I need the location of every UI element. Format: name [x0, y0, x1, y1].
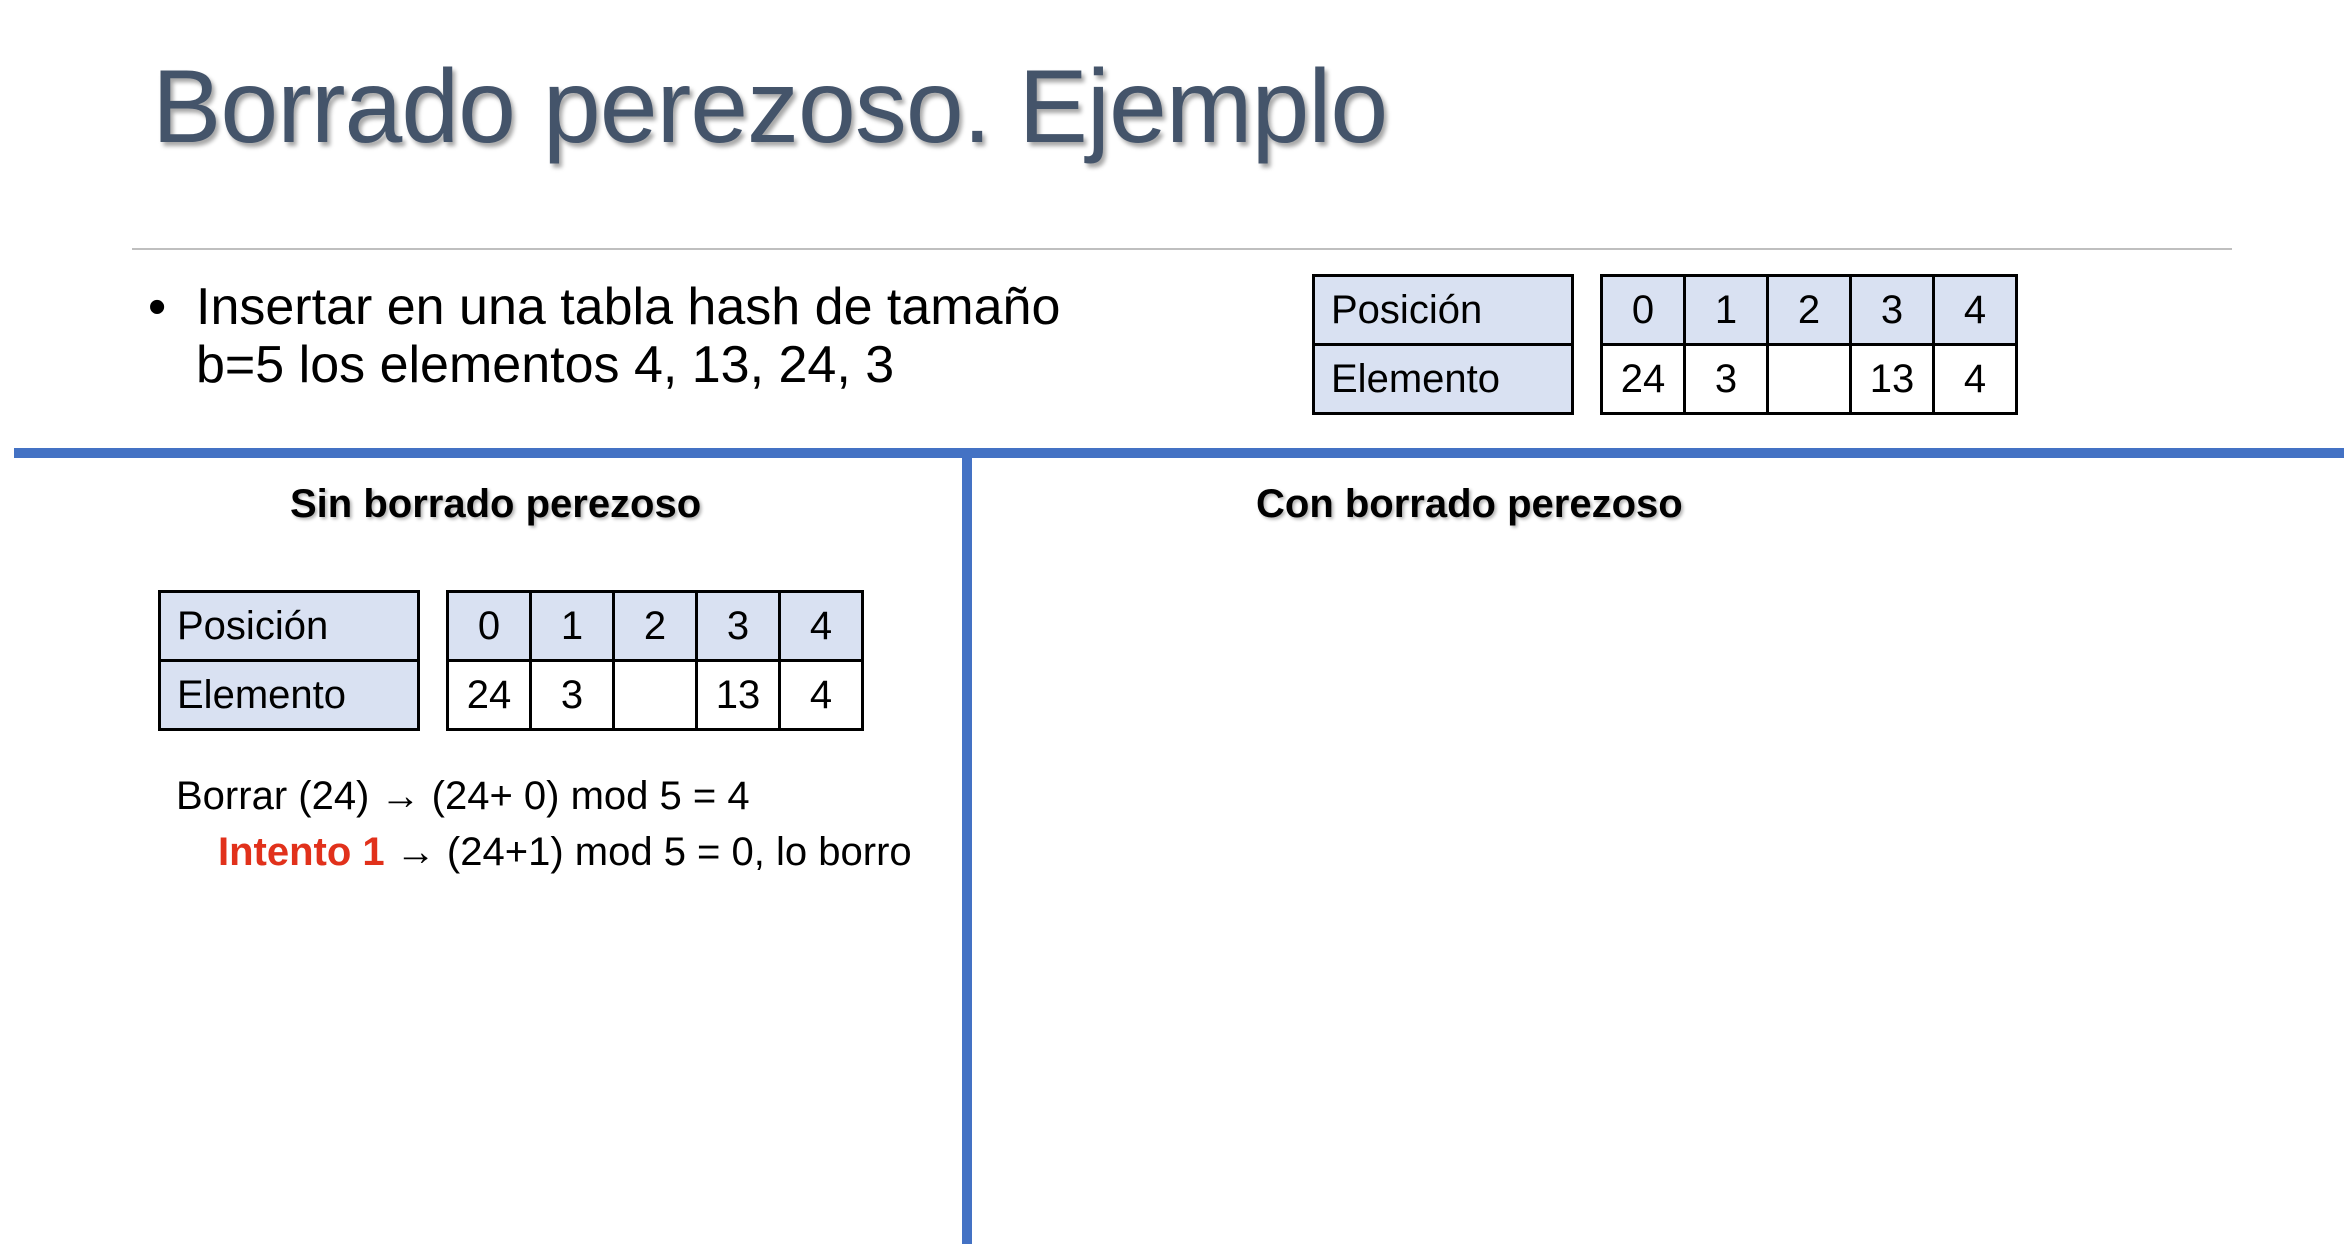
bullet-dot-icon: • [148, 278, 167, 336]
top-row-labels [1312, 274, 1574, 415]
element-cell: 13 [1851, 345, 1934, 414]
delete-operation-line [176, 774, 750, 819]
right-section-title: Con borrado perezoso [1256, 482, 1683, 526]
element-cell: 24 [448, 661, 531, 730]
top-hash-table [1600, 274, 2018, 415]
position-cell: 2 [614, 592, 697, 661]
delete-op-text: (24+ 0) mod 5 = 4 [431, 774, 750, 818]
position-label: Posición [160, 592, 419, 661]
vertical-divider [962, 448, 972, 1244]
element-cell: 3 [1685, 345, 1768, 414]
position-cell: 0 [448, 592, 531, 661]
right-arrow-icon: → [395, 830, 436, 874]
position-cell: 1 [1685, 276, 1768, 345]
page-title: Borrado perezoso. Ejemplo [152, 49, 1388, 165]
element-cell: 4 [1934, 345, 2017, 414]
bullet-line-1: Insertar en una tabla hash de tamaño [196, 278, 1061, 336]
attempt-text: (24+1) mod 5 = 0, lo borro [446, 830, 912, 874]
element-cell: 13 [697, 661, 780, 730]
element-cell: 24 [1602, 345, 1685, 414]
bullet-line-2: b=5 los elementos 4, 13, 24, 3 [196, 336, 895, 394]
element-cell: 3 [531, 661, 614, 730]
right-arrow-icon: → [380, 774, 421, 818]
attempt-label: Intento 1 [218, 830, 385, 874]
position-cell: 1 [531, 592, 614, 661]
left-hash-table [446, 590, 864, 731]
bullet-text [196, 278, 1196, 394]
position-cell: 3 [1851, 276, 1934, 345]
attempt-line [218, 830, 912, 875]
position-cell: 3 [697, 592, 780, 661]
position-label: Posición [1314, 276, 1573, 345]
position-cell: 4 [1934, 276, 2017, 345]
left-section-title: Sin borrado perezoso [290, 482, 702, 526]
title-divider [132, 248, 2232, 250]
element-cell [1768, 345, 1851, 414]
element-cell [614, 661, 697, 730]
horizontal-divider [14, 448, 2344, 458]
element-label: Elemento [1314, 345, 1573, 414]
left-row-labels [158, 590, 420, 731]
element-label: Elemento [160, 661, 419, 730]
position-cell: 2 [1768, 276, 1851, 345]
element-cell: 4 [780, 661, 863, 730]
delete-op-prefix: Borrar (24) [176, 774, 370, 818]
position-cell: 4 [780, 592, 863, 661]
position-cell: 0 [1602, 276, 1685, 345]
